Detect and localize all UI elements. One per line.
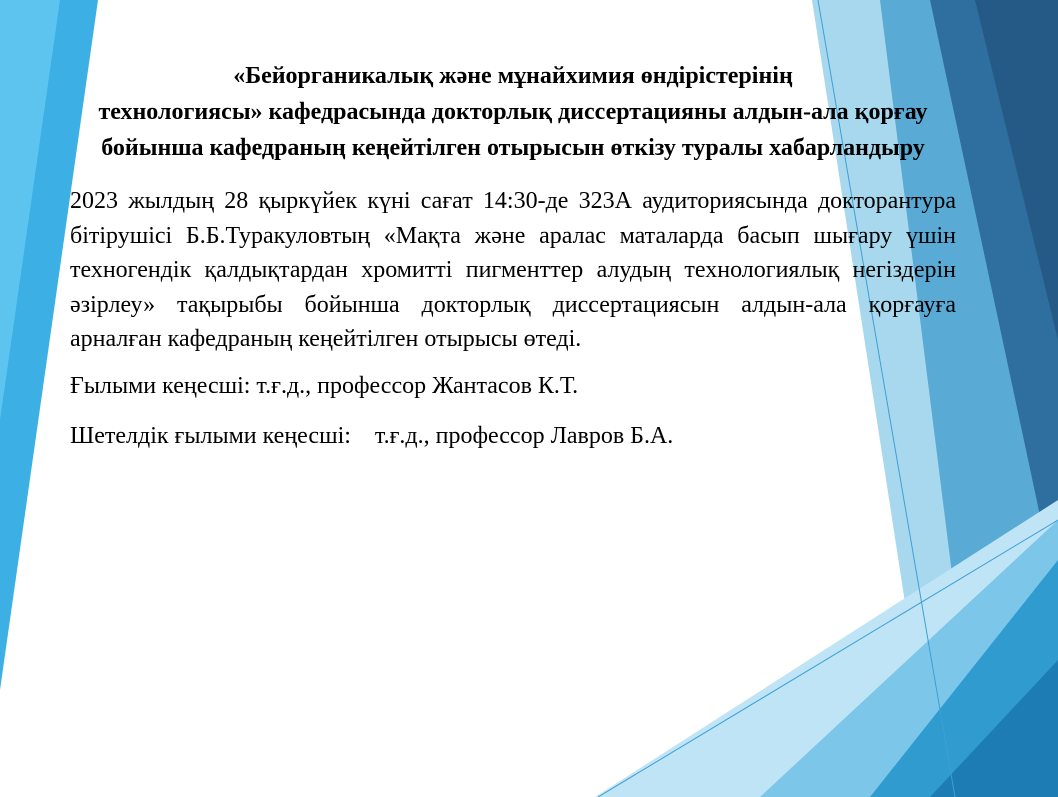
announcement-body: 2023 жылдың 28 қыркүйек күні сағат 14:30-де 323А аудиториясында докторантура бітірушісі Б.Б.Туракуловтың «Мақта және аралас маталарда басып шығару үшін техногендік қалдықтардан хромитті пигменттер алудың технологиялық негіздерін әзірлеу» тақырыбы бойынша докторлық диссертациясын алдын-ала қорғауға арналған кафедраның кеңейтілген отырысы өтеді. (70, 188, 956, 352)
announcement-content (70, 58, 956, 469)
foreign-scientific-advisor: Шетелдік ғылыми кеңесші: т.ғ.д., профессор Лавров Б.А. (70, 422, 674, 449)
announcement-title: «Бейорганикалық және мұнайхимия өндірістерінің технологиясы» кафедрасында докторлық диссертацияны алдын-ала қорғау бойынша кафедраның кеңейтілген отырысын өткізу туралы хабарландыру (98, 63, 928, 161)
scientific-advisor: Ғылыми кеңесші: т.ғ.д., профессор Жантасов К.Т. (70, 372, 579, 399)
